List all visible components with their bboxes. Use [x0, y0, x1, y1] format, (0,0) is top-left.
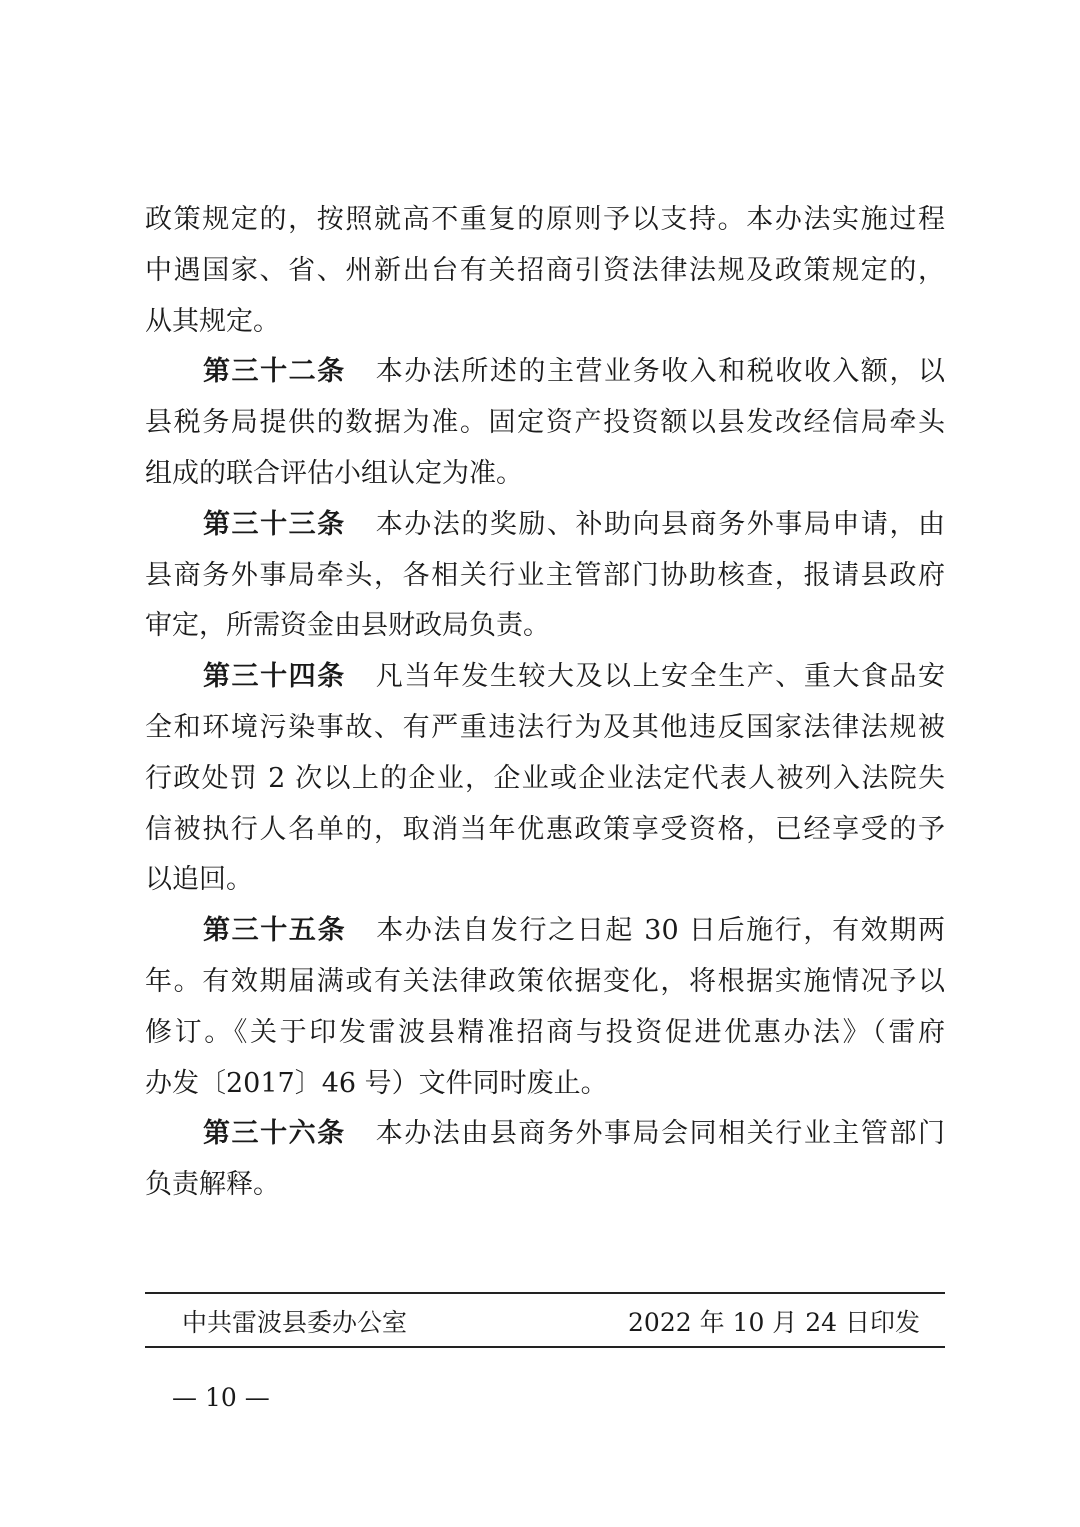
article-heading: 第三十二条 [203, 356, 346, 388]
text-line [145, 1013, 945, 1053]
line-text: 信被执行人名单的，取消当年优惠政策享受资格，已经享受的予 [145, 813, 945, 845]
line-text: 县税务局提供的数据为准。固定资产投资额以县发改经信局牵头 [145, 407, 945, 439]
line-text: 办发〔2017〕46 号）文件同时废止。 [145, 1067, 608, 1099]
text-line [145, 1064, 945, 1104]
text-line [145, 556, 945, 596]
text-line [145, 454, 945, 494]
article-heading: 第三十四条 [203, 661, 346, 693]
text-line [145, 962, 945, 1002]
text-line [145, 708, 945, 748]
line-text: 本办法由县商务外事局会同相关行业主管部门 [375, 1118, 946, 1150]
footer-bottom-rule [145, 1346, 945, 1348]
line-text: 修订。《关于印发雷波县精准招商与投资促进优惠办法》（雷府 [145, 1016, 945, 1048]
line-text: 中遇国家、省、州新出台有关招商引资法律法规及政策规定的， [145, 254, 945, 286]
text-line [145, 860, 945, 900]
text-line [145, 810, 945, 850]
text-line [203, 657, 945, 697]
line-text: 县商务外事局牵头，各相关行业主管部门协助核查，报请县政府 [145, 559, 945, 591]
footer-top-rule [145, 1292, 945, 1294]
line-text: 从其规定。 [145, 305, 280, 337]
article-heading: 第三十五条 [203, 915, 347, 947]
line-text: 政策规定的，按照就高不重复的原则予以支持。本办法实施过程 [145, 204, 945, 235]
line-text: 凡当年发生较大及以上安全生产、重大食品安 [375, 661, 946, 693]
line-text: 审定，所需资金由县财政局负责。 [145, 610, 550, 642]
line-text: 本办法自发行之日起 30 日后施行，有效期两 [376, 915, 946, 947]
article-heading: 第三十三条 [203, 508, 346, 540]
line-text: 本办法的奖励、补助向县商务外事局申请，由 [375, 508, 946, 540]
article-heading: 第三十六条 [203, 1118, 346, 1150]
line-text: 行政处罚 2 次以上的企业，企业或企业法定代表人被列入法院失 [145, 762, 945, 794]
text-line [203, 1114, 945, 1154]
line-text: 全和环境污染事故、有严重违法行为及其他违反国家法律法规被 [145, 712, 945, 743]
line-text: 组成的联合评估小组认定为准。 [145, 458, 523, 489]
text-line [145, 403, 945, 443]
text-line [145, 251, 945, 291]
text-line [145, 1165, 945, 1205]
footer-issuer: 中共雷波县委办公室 [182, 1308, 408, 1337]
line-text: 年。有效期届满或有关法律政策依据变化，将根据实施情况予以 [145, 966, 945, 997]
line-text: 本办法所述的主营业务收入和税收收入额，以 [375, 356, 946, 388]
text-line [203, 352, 945, 392]
text-line [145, 759, 945, 799]
text-line [203, 911, 945, 951]
line-text: 以追回。 [145, 864, 253, 896]
line-text: 负责解释。 [145, 1169, 280, 1201]
text-line [145, 302, 945, 342]
text-line [145, 200, 945, 240]
text-line [203, 505, 945, 545]
footer-date: 2022 年 10 月 24 日印发 [628, 1308, 920, 1337]
page-number: — 10 — [172, 1383, 270, 1412]
text-line [145, 606, 945, 646]
